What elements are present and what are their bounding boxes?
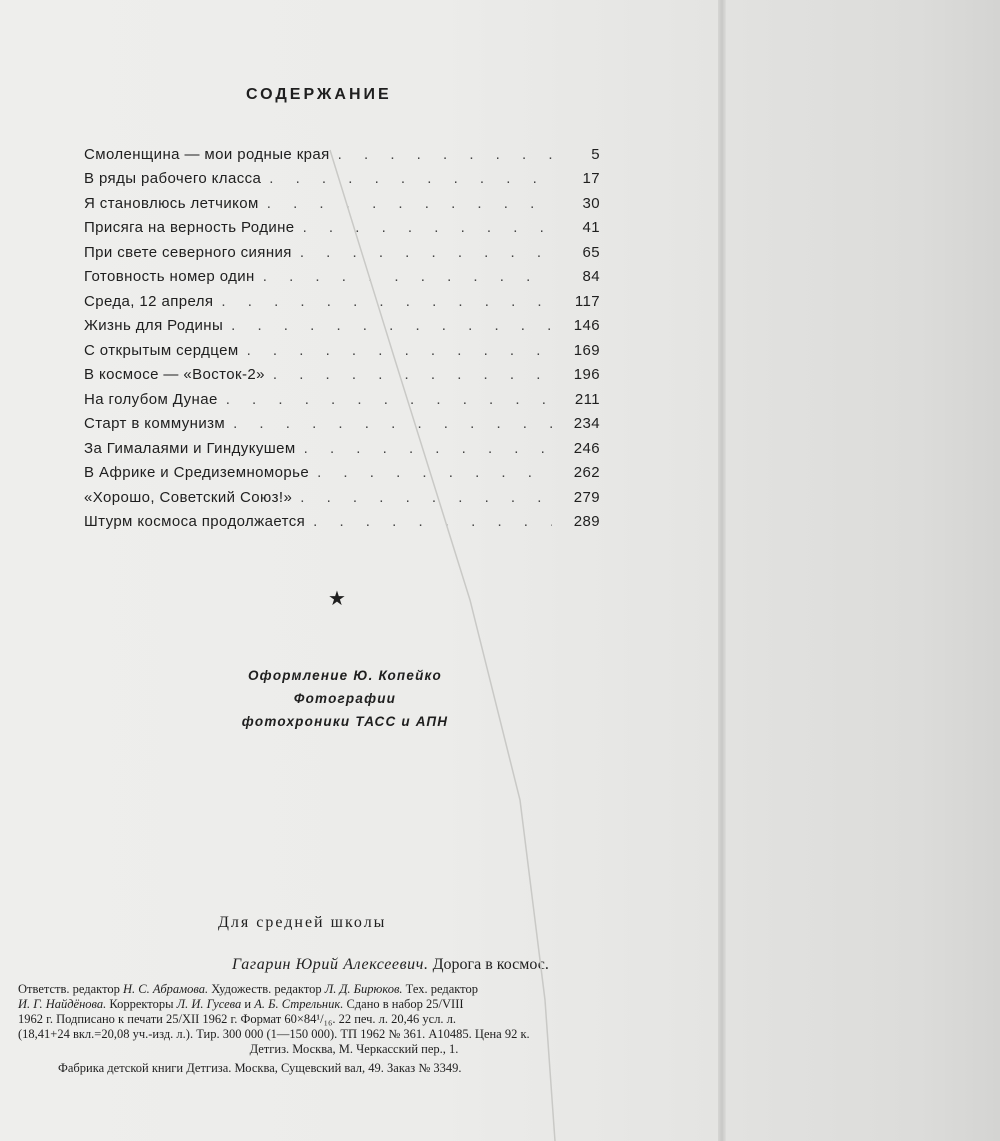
toc-entry-page: 30 <box>582 194 600 212</box>
toc-leader-dots <box>263 268 552 285</box>
toc-entry-page: 246 <box>573 439 600 457</box>
photo-credit-line1: Фотографии <box>293 691 397 706</box>
toc-leader-dots <box>300 489 552 506</box>
toc-leader-dots <box>317 464 552 481</box>
toc-leader-dots <box>247 342 552 359</box>
toc-entry-title: Штурм космоса продолжается <box>84 513 306 530</box>
imprint-line: Фабрика детской книги Детгиза. Москва, Сущевский вал, 49. Заказ № 3349. <box>58 1061 462 1075</box>
toc-entry-title: На голубом Дунае <box>84 390 218 408</box>
toc-entry-page: 146 <box>573 317 600 334</box>
toc-entry-title: Среда, 12 апреля <box>84 292 214 310</box>
design-credit: Оформление Ю. Копейко <box>247 668 443 683</box>
toc-entry-page: 279 <box>573 488 600 506</box>
toc-entry-title: «Хорошо, Советский Союз!» <box>84 488 293 506</box>
toc-entry-title: Смоленщина — мои родные края <box>84 145 330 163</box>
toc-entry-page: 5 <box>591 145 600 163</box>
toc-entry-title: За Гималаями и Гиндукушем <box>84 439 296 457</box>
toc-entry <box>84 506 600 531</box>
toc-leader-dots <box>313 513 552 530</box>
imprint-line: 1962 г. Подписано к печати 25/XII 1962 г. Формат 60×84¹/₁₆. 22 печ. л. 20,46 усл. л. <box>18 1012 457 1026</box>
imprint-line: И. Г. Найдёнова. Корректоры Л. И. Гусева и А. Б. Стрельник. Сдано в набор 25/VIII <box>18 997 464 1011</box>
toc-entry-title: С открытым сердцем <box>84 341 239 359</box>
toc-entry <box>84 163 600 188</box>
toc-leader-dots <box>303 219 552 236</box>
toc-leader-dots <box>267 195 552 212</box>
imprint-line: (18,41+24 вкл.=20,08 уч.-изд. л.). Тир. 300 000 (1—150 000). ТП 1962 № 361. А10485. Цена 92 к. <box>18 1027 530 1041</box>
toc-entry <box>84 138 600 163</box>
toc-entry <box>84 187 600 212</box>
toc-entry-page: 211 <box>574 390 600 408</box>
toc-entry-page: 84 <box>582 268 600 285</box>
toc-leader-dots <box>273 366 552 383</box>
toc-entry <box>84 359 600 384</box>
imprint-block <box>18 982 690 1076</box>
imprint-line: Ответств. редактор Н. С. Абрамова. Художеств. редактор Л. Д. Бирюков. Тех. редактор <box>18 982 478 996</box>
toc-entry-title: Старт в коммунизм <box>84 415 226 432</box>
toc-leader-dots <box>269 170 552 187</box>
facing-page <box>726 0 1000 1141</box>
toc-entry <box>84 285 600 310</box>
toc-entry-page: 234 <box>573 415 600 432</box>
toc-entry <box>84 481 600 506</box>
toc-entry-page: 41 <box>582 219 600 236</box>
toc-leader-dots <box>221 293 552 310</box>
toc-entry-page: 117 <box>574 292 600 310</box>
toc-entry-title: В космосе — «Восток-2» <box>84 366 265 383</box>
toc-leader-dots <box>338 146 552 163</box>
audience-label: Для средней школы <box>218 914 387 931</box>
toc-entry-page: 169 <box>573 341 600 359</box>
toc-leader-dots <box>226 391 552 408</box>
toc-leader-dots <box>300 244 552 261</box>
toc-entry-page: 262 <box>573 464 600 481</box>
toc-entry <box>84 383 600 408</box>
book-author: Гагарин Юрий Алексеевич. <box>232 956 429 973</box>
credits-block <box>210 664 480 733</box>
table-of-contents <box>84 138 600 530</box>
toc-heading: СОДЕРЖАНИЕ <box>246 86 392 103</box>
toc-entry <box>84 212 600 237</box>
toc-entry-title: В Африке и Средиземноморье <box>84 464 310 481</box>
toc-entry <box>84 457 600 482</box>
toc-leader-dots <box>231 317 552 334</box>
toc-entry <box>84 261 600 286</box>
toc-leader-dots <box>233 415 552 432</box>
toc-entry <box>84 236 600 261</box>
toc-entry-title: Присяга на верность Родине <box>84 219 295 236</box>
toc-entry-page: 65 <box>582 243 600 261</box>
toc-entry-title: Я становлюсь летчиком <box>84 194 259 212</box>
toc-entry-page: 289 <box>573 513 600 530</box>
toc-entry-title: Готовность номер один <box>84 268 255 285</box>
toc-entry-title: При свете северного сияния <box>84 243 292 261</box>
toc-entry <box>84 334 600 359</box>
toc-entry-title: В ряды рабочего класса <box>84 170 262 187</box>
star-ornament: ★ <box>328 588 346 610</box>
toc-entry <box>84 432 600 457</box>
toc-entry-page: 196 <box>573 366 600 383</box>
imprint-line: Детгиз. Москва, М. Черкасский пер., 1. <box>249 1042 459 1056</box>
book-gutter <box>718 0 726 1141</box>
toc-leader-dots <box>304 440 552 457</box>
book-citation <box>232 956 549 974</box>
photo-credit-line2: фотохроники ТАСС и АПН <box>241 714 449 729</box>
toc-entry-page: 17 <box>582 170 600 187</box>
toc-entry-title: Жизнь для Родины <box>84 317 224 334</box>
toc-entry <box>84 310 600 335</box>
book-title: Дорога в космос. <box>432 956 549 973</box>
toc-entry <box>84 408 600 433</box>
